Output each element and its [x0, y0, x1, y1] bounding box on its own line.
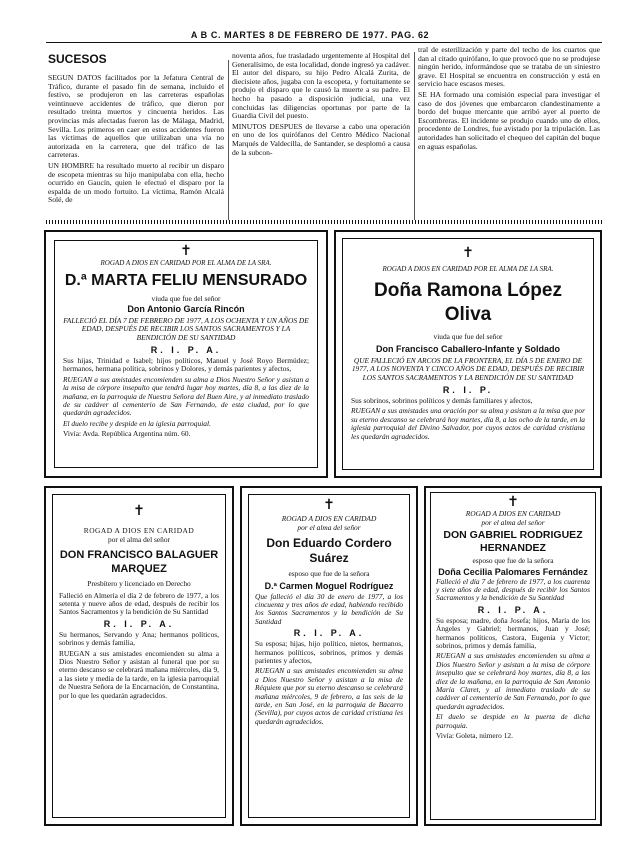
news-column-2 [232, 52, 410, 224]
obituary-intro: ROGAD A DIOS EN CARIDAD POR EL ALMA DE LA SRA. [100, 259, 272, 267]
obituary-rip: R. I. P. [442, 385, 494, 395]
obituary-death-notice: QUE FALLECIÓ EN ARCOS DE LA FRONTERA, EL DÍA 5 DE ENERO DE 1977, A LOS NOVENTA Y CINCO AÑOS DE EDAD, DESPUÉS DE RECIBIR LOS SANTOS SACRAMENTOS Y LA BENDICIÓN DE SU SANTIDAD [351, 355, 585, 382]
obituary-rip: R. I. P. A. [150, 345, 222, 355]
obituary-plea: RUEGAN a sus amistades una oración por su alma y asistan a la misa que por su eterno descanso se celebrará hoy martes, día 8, a las ocho de la tarde, en la iglesia parroquial del Divino Salvador, por cuyos actos de caridad cristiana les quedarán agradecidos. [351, 406, 585, 441]
obituary-family: Su hermanos, Servando y Ana; hermanos políticos, sobrinos y demás familia, [59, 629, 219, 648]
obituary-intro: ROGAD A DIOS EN CARIDAD [281, 514, 377, 523]
header-rule [46, 42, 602, 43]
cross-icon: ✝ [462, 246, 474, 261]
obituary-gabriel-rodriguez [424, 486, 602, 826]
obituary-plea: RUEGAN a sus amistades encomienden su alma a Dios Nuestro Señor y asistan a la misa de córpore insepulto que tendrá lugar hoy martes, día 8, a las diez de la mañana, en la parroquia de Nuestra Señora del Buen Aire, y al inmediato traslado de su cadáver al cementerio de San Fernando, de esta ciudad, por lo que quedarán agradecidos. [63, 374, 309, 418]
section-separator [46, 220, 602, 224]
obituary-francisco-balaguer [44, 486, 234, 826]
cross-icon: ✝ [323, 498, 335, 513]
obituary-name: DON GABRIEL RODRIGUEZ HERNANDEZ [443, 529, 583, 554]
obituary-plea: RUEGAN a sus amistades encomienden su alma a Dios Nuestro Señor y asistan a la misa de Réquiem que por su eterno descanso se celebrará mañana miércoles, 9 de febrero, a las seis de la tarde, en San José, en la parroquia de Bacarro (Sevilla), por cuyos actos de caridad cristiana les quedarán agradecidos. [255, 666, 403, 726]
obituary-name: DON FRANCISCO BALAGUER MARQUEZ [59, 549, 219, 575]
news-item: UN HOMBRE ha resultado muerto al recibir un disparo de escopeta mientras su hijo manipulaba con ella, hecho ocurrido en Gaucín, quien le efectuó el disparo por la espalda de un modo fortuito. La víctima, Ramón Alcalá Solé, de [48, 160, 224, 205]
column-divider [228, 60, 229, 220]
obituary-plea: RUEGAN a sus amistades encomienden su alma a Dios Nuestro Señor y asistan a la misa de córpore insepulto que se celebrará hoy martes, día 8, a las diez de la mañana, en la parroquia de San Antonio María Claret, y al inmediato traslado de su cadáver al cementerio de San Fernando, por lo que quedarán agradecidos. [436, 651, 590, 711]
obituary-death-notice: Falleció el día 7 de febrero de 1977, a los cuarenta y siete años de edad, después de recibir los Santos Sacramentos y la bendición de Su Santidad [436, 576, 590, 603]
cross-icon: ✝ [180, 244, 192, 259]
obituary-relation: esposo que fue de la señora [288, 569, 370, 578]
obituary-name: Don Eduardo Cordero Suárez [266, 536, 392, 565]
news-item: SE HA formado una comisión especial para investigar el caso de dos jóvenes que embarcaron clandestinamente a bordo del buque mercante que arribó ayer al puerto de Escombreras. El incidente se produjo cuando uno de ellos, procedente de Londres, fue avistado por la tripulación. Las autoridades han solicitado el chequeo del capitán del buque en aguas españolas. [418, 89, 600, 151]
news-item: noventa años, fue trasladado urgentemente al Hospital del Generalísimo, de esta localidad, donde ingresó ya cadáver. El autor del disparo, su hijo Pedro Alcalá Zurita, de diecisiete años, jugaba con la escopeta, y fortuitamente se produjo el disparo que le causó la muerte a su padre. El hecho ha pasado a disposición judicial, una vez concluidas las diligencias oportunas por parte de la Guardia Civil del puesto. [232, 52, 410, 121]
obituary-family: Sus hijas, Trinidad e Isabel; hijos políticos, Manuel y José Royo Bermúdez; hermanos, hermana política, sobrinos y Dolores, y demás parientes y afectos, [63, 356, 309, 374]
obituary-relation: viuda que fue del señor [433, 332, 503, 341]
obituary-death-notice: Falleció en Almería el día 2 de febrero de 1977, a los setenta y nueve años de edad, después de recibir los Santos Sacramentos y la bendición de Su Santidad [59, 590, 219, 617]
obituary-note: El duelo recibe y despide en la iglesia parroquial. [63, 418, 211, 428]
obituary-intro-line2: por el alma del señor [108, 534, 170, 544]
news-item: tral de esterilización y parte del techo de los cuartos que dan al citado quirófano, lo que provocó que no se produjese ningún herido, informándose que se trataba de un siniestro grave. El Hospital se encuentra en construcción y está en servicio hace escasos meses. [418, 46, 600, 89]
obituary-spouse: Doña Cecilia Palomares Fernández [438, 566, 588, 577]
obituary-intro-line2: por el alma del señor [297, 522, 361, 532]
obituary-intro: ROGAD A DIOS EN CARIDAD POR EL ALMA DE LA SRA. [382, 265, 554, 273]
obituary-spouse: D.ª Carmen Moguel Rodríguez [264, 580, 394, 591]
obituary-address: Vivía: Goleta, número 12. [436, 731, 513, 740]
news-column-3 [418, 46, 600, 218]
obituary-address: Vivía: Avda. República Argentina núm. 60. [63, 429, 191, 439]
obituary-marta-feliu [44, 230, 328, 478]
news-column-1 [48, 74, 224, 224]
obituary-note: El duelo se despide en la puerta de dicha parroquia. [436, 712, 590, 730]
cross-icon: ✝ [507, 495, 519, 510]
obituary-intro: ROGAD A DIOS EN CARIDAD [465, 509, 561, 518]
obituary-rip: R. I. P. A. [477, 604, 549, 615]
obituary-relation: esposo que fue de la señora [472, 556, 554, 565]
news-item: SEGUN DATOS facilitados por la Jefatura Central de Tráfico, durante el pasado fin de semana, incluido el festivo, se produjeron en las carreteras españolas veintinueve accidentes de tráfico, que dieron por resultado treinta muertos y cincuenta heridos. Las provincias más afectadas fueron las de Málaga, Madrid, Sevilla. Los primeros en caer en estos accidentes fueron las víctimas de aquellos que utilizaban una vía no autorizada en la carretera, que del tráfico de las carreteras. [48, 74, 224, 160]
obituary-death-notice: Que falleció el día 30 de enero de 1977, a los cincuenta y tres años de edad, habiendo recibido los Santos Sacramentos y la bendición de Su Santidad [255, 591, 403, 626]
page-header: A B C. MARTES 8 DE FEBRERO DE 1977. PAG. 62 [190, 30, 430, 40]
obituary-family: Sus sobrinos, sobrinos políticos y demás familiares y afectos, [351, 396, 533, 405]
section-title: SUCESOS [48, 52, 107, 66]
obituary-name: D.ª MARTA FELIU MENSURADO [64, 272, 308, 289]
obituary-spouse: Don Francisco Caballero-Infante y Soldado [375, 343, 561, 354]
obituary-intro: ROGAD A DIOS EN CARIDAD [83, 526, 195, 535]
obituary-relation: viuda que fue del señor [151, 294, 221, 303]
obituary-name: Doña Ramona López Oliva [374, 280, 562, 325]
obituary-rip: R. I. P. A. [103, 618, 175, 629]
obituary-spouse: Don Antonio García Rincón [127, 303, 245, 314]
obituary-death-notice: FALLECIÓ EL DÍA 7 DE FEBRERO DE 1977, A LOS OCHENTA Y UN AÑOS DE EDAD, DESPUÉS DE RECIBIR LOS SANTOS SACRAMENTOS Y LA BENDICIÓN DE SU SANTIDAD [63, 315, 309, 342]
obituary-eduardo-cordero [240, 486, 418, 826]
obituary-intro-line2: por el alma del señor [481, 517, 545, 527]
obituary-role: Presbítero y licenciado en Derecho [87, 579, 191, 588]
obituary-family: Su esposa; hijas, hijo político, nietos, hermanos, hermanos políticos, sobrinos, primos y demás parientes y afectos, [255, 639, 403, 665]
news-item: MINUTOS DESPUES de llevarse a cabo una operación en uno de los quirófanos del Centro Médico Nacional Marqués de Valdecilla, de Santander, se desplomó a causa de la subcon- [232, 121, 410, 157]
obituary-rip: R. I. P. A. [293, 628, 365, 639]
obituary-plea: RUEGAN a sus amistades encomienden su alma a Dios Nuestro Señor y asistan al funeral que por su eterno descanso se celebrará mañana miércoles, día 9, a las siete y media de la tarde, en la iglesia parroquial de Nuestra Señora de la Encarnación, de Constantina, por lo que les quedarán agradecidos. [59, 648, 219, 700]
column-divider [414, 52, 415, 222]
cross-icon: ✝ [133, 504, 145, 519]
obituary-ramona-lopez [334, 230, 602, 478]
obituary-family: Su esposa; madre, doña Josefa; hijos, María de los Ángeles y Gabriel; hermanos, Juan y José; hermanos políticos, Castora, Eugenia y Víctor; sobrinos, primos y demás familia, [436, 615, 590, 650]
